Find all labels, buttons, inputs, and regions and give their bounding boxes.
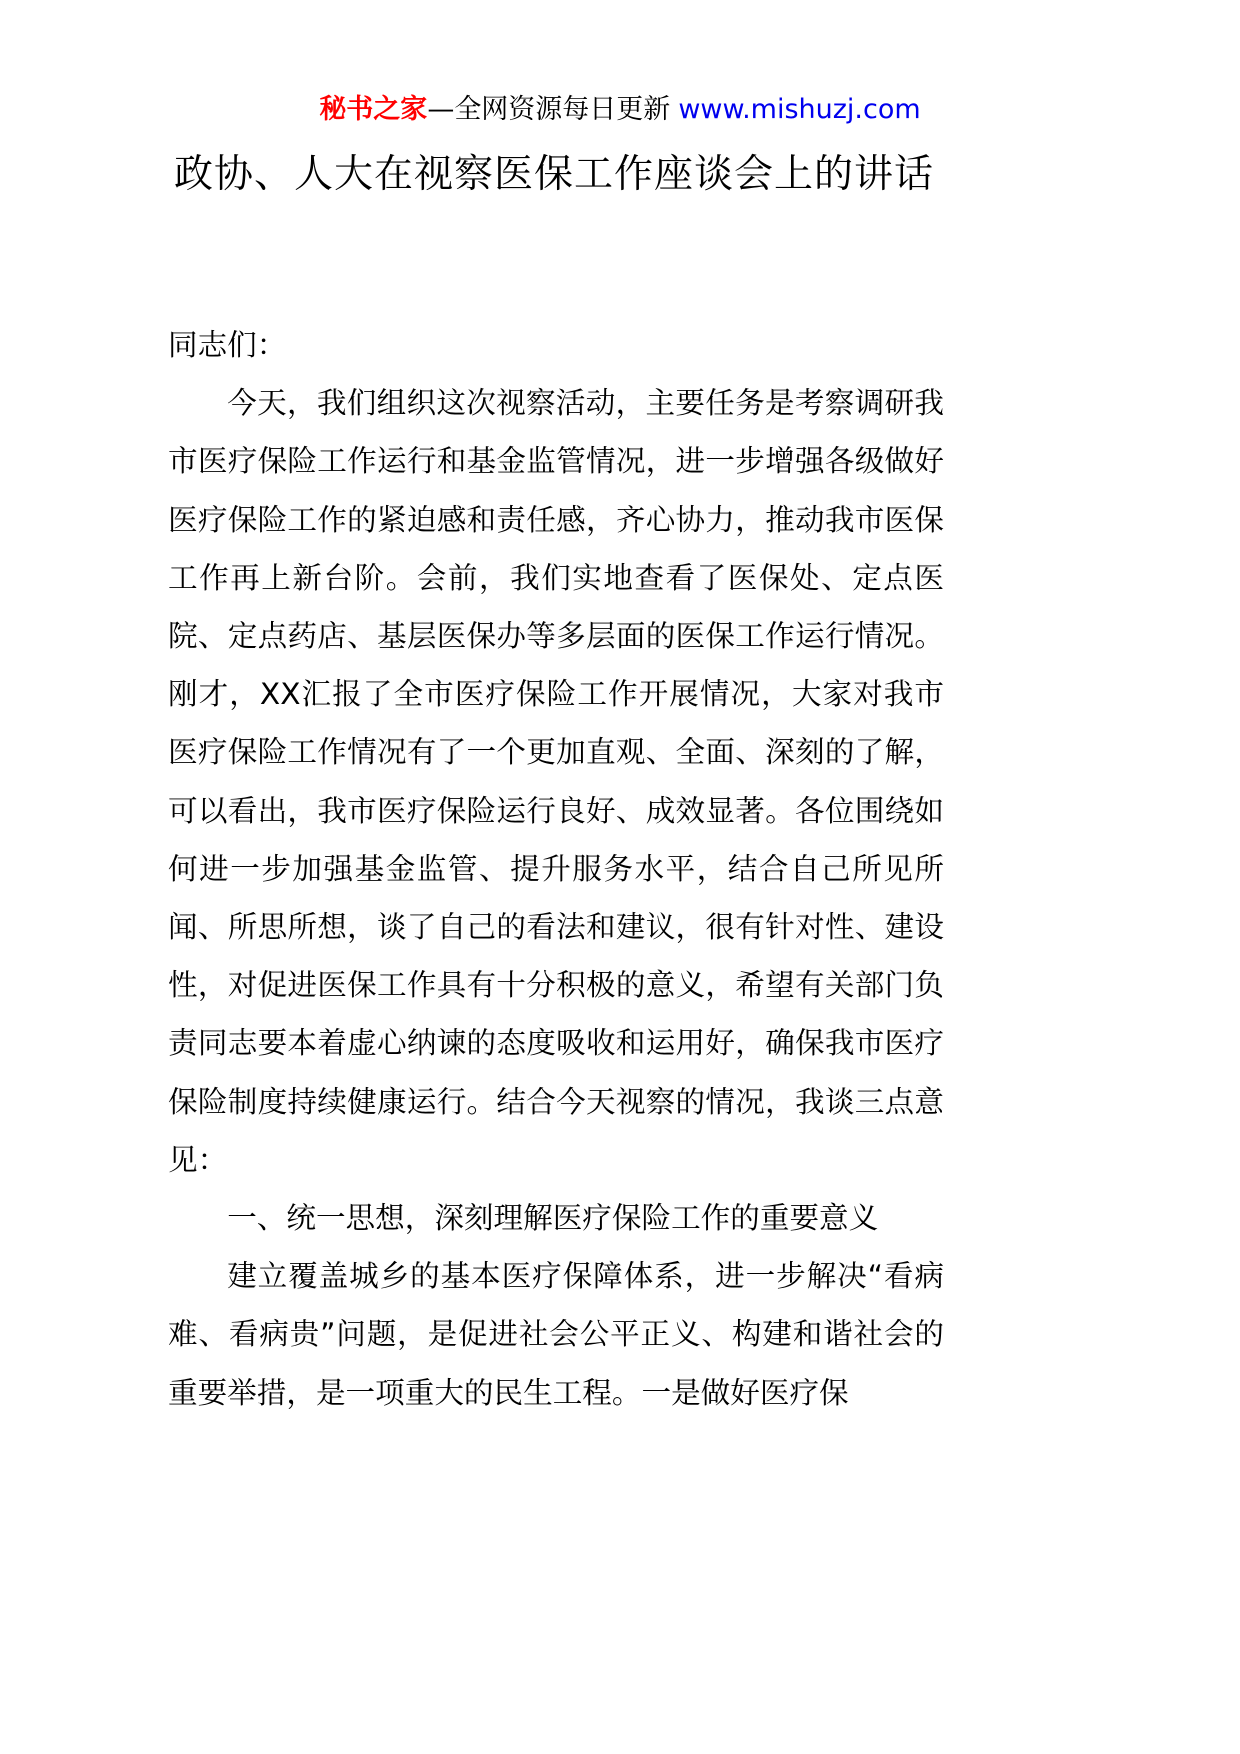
document-body — [168, 316, 944, 1422]
brand-name: 秘书之家 — [319, 94, 428, 125]
body-paragraph: 建立覆盖城乡的基本医疗保障体系，进一步解决“看病难、看病贵”问题，是促进社会公平正义、构建和谐社会的重要举措，是一项重大的民生工程。一是做好医疗保 — [168, 1259, 944, 1410]
salutation: 同志们： — [168, 328, 287, 362]
document-title: 政协、人大在视察医保工作座谈会上的讲话 — [173, 152, 934, 197]
site-banner — [0, 90, 1240, 130]
site-url-link[interactable]: www.mishuzj.com — [678, 94, 921, 125]
banner-slogan: —全网资源每日更新 — [427, 94, 671, 125]
section-heading: 一、统一思想，深刻理解医疗保险工作的重要意义 — [227, 1201, 879, 1236]
body-paragraph: 今天，我们组织这次视察活动，主要任务是考察调研我市医疗保险工作运行和基金监管情况，进一步增强各级做好医疗保险工作的紧迫感和责任感，齐心协力，推动我市医保工作再上新台阶。会前，我们实地查看了医保处、定点医院、定点药店、基层医保办等多层面的医保工作运行情况。刚才，XX汇报了全市医疗保险工作开展情况，大家对我市医疗保险工作情况有了一个更加直观、全面、深刻的了解，可以看出，我市医疗保险运行良好、成效显著。各位围绕如何进一步加强基金监管、提升服务水平，结合自己所见所闻、所思所想，谈了自己的看法和建议，很有针对性、建设性，对促进医保工作具有十分积极的意义，希望有关部门负责同志要本着虚心纳谏的态度吸收和运用好，确保我市医疗保险制度持续健康运行。结合今天视察的情况，我谈三点意见： — [168, 386, 944, 1177]
